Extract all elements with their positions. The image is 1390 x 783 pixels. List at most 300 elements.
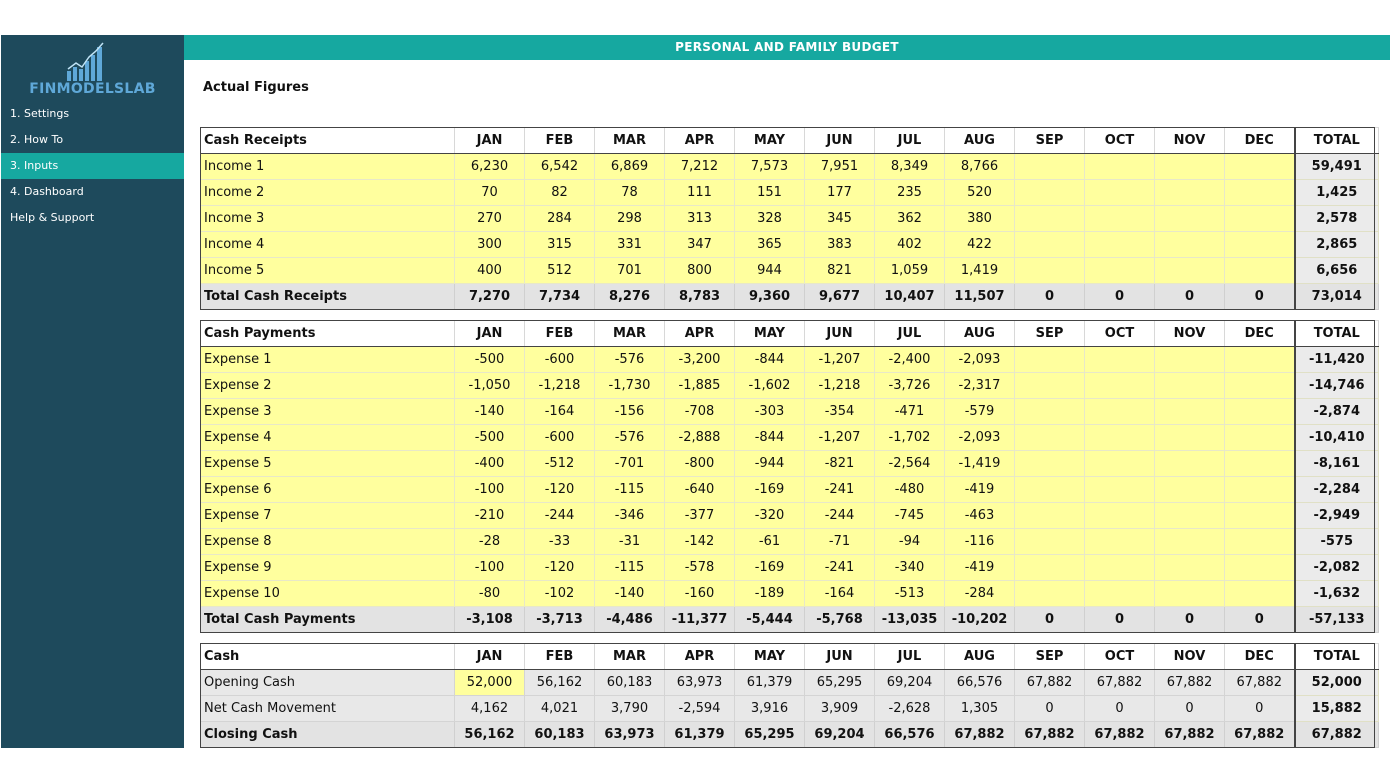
value-cell[interactable]: -500 [455, 347, 525, 373]
finmodelslab-logo[interactable] [1, 39, 184, 99]
value-cell[interactable]: -241 [805, 555, 875, 581]
sidebar-item-4[interactable]: 4. Dashboard [10, 185, 84, 198]
value-cell[interactable]: -354 [805, 399, 875, 425]
value-cell[interactable] [1225, 477, 1295, 503]
row-total: 1,425 [1295, 180, 1379, 206]
value-cell[interactable] [1155, 451, 1225, 477]
page-header: PERSONAL AND FAMILY BUDGET [184, 35, 1390, 60]
value-cell[interactable] [1015, 581, 1085, 607]
value-cell[interactable] [1015, 258, 1085, 284]
month-header-sep: SEP [1015, 644, 1085, 670]
row-total: -2,082 [1295, 555, 1379, 581]
value-cell[interactable]: -210 [455, 503, 525, 529]
value-cell[interactable] [1225, 347, 1295, 373]
value-cell[interactable]: -1,730 [595, 373, 665, 399]
total-header: TOTAL [1295, 321, 1379, 347]
value-cell: 0 [1015, 696, 1085, 722]
value-cell[interactable]: 151 [735, 180, 805, 206]
value-cell[interactable] [1225, 503, 1295, 529]
value-cell[interactable] [1225, 529, 1295, 555]
value-cell[interactable]: 7,951 [805, 154, 875, 180]
total-value-cell: 67,882 [1225, 722, 1295, 748]
value-cell[interactable]: -102 [525, 581, 595, 607]
value-cell[interactable]: -400 [455, 451, 525, 477]
value-cell: -2,594 [665, 696, 735, 722]
total-value-cell: -10,202 [945, 607, 1015, 633]
value-cell[interactable]: -71 [805, 529, 875, 555]
value-cell[interactable] [1085, 503, 1155, 529]
value-cell[interactable]: 6,542 [525, 154, 595, 180]
sidebar-item-3[interactable]: 3. Inputs [1, 153, 184, 179]
total-value-cell: 67,882 [1085, 722, 1155, 748]
month-header-feb: FEB [525, 321, 595, 347]
row-total: -8,161 [1295, 451, 1379, 477]
value-cell[interactable]: -115 [595, 477, 665, 503]
value-cell[interactable] [1085, 180, 1155, 206]
value-cell[interactable]: -419 [945, 555, 1015, 581]
row-total: -2,284 [1295, 477, 1379, 503]
table-row [201, 581, 1379, 607]
month-header-may: MAY [735, 128, 805, 154]
value-cell[interactable]: -844 [735, 347, 805, 373]
value-cell[interactable]: 6,230 [455, 154, 525, 180]
value-cell[interactable]: 1,419 [945, 258, 1015, 284]
value-cell[interactable] [1225, 258, 1295, 284]
value-cell[interactable]: 365 [735, 232, 805, 258]
value-cell[interactable] [1015, 206, 1085, 232]
value-cell[interactable]: -142 [665, 529, 735, 555]
row-label: Expense 9 [201, 555, 455, 581]
total-value-cell: 0 [1085, 284, 1155, 310]
row-label: Expense 4 [201, 425, 455, 451]
month-header-jun: JUN [805, 128, 875, 154]
value-cell[interactable] [1085, 232, 1155, 258]
value-cell[interactable]: -120 [525, 555, 595, 581]
table-row [201, 451, 1379, 477]
value-cell[interactable]: -1,419 [945, 451, 1015, 477]
table-row [201, 206, 1379, 232]
value-cell[interactable] [1155, 258, 1225, 284]
total-value-cell: 8,276 [595, 284, 665, 310]
value-cell[interactable]: -31 [595, 529, 665, 555]
value-cell[interactable]: -94 [875, 529, 945, 555]
value-cell[interactable] [1085, 347, 1155, 373]
value-cell[interactable]: -844 [735, 425, 805, 451]
table-row [201, 258, 1379, 284]
value-cell[interactable] [1155, 529, 1225, 555]
row-label: Expense 8 [201, 529, 455, 555]
value-cell[interactable]: 400 [455, 258, 525, 284]
value-cell: 0 [1225, 696, 1295, 722]
row-total: 6,656 [1295, 258, 1379, 284]
total-row [201, 607, 1379, 633]
row-total: -11,420 [1295, 347, 1379, 373]
value-cell[interactable]: -1,218 [525, 373, 595, 399]
row-label: Income 1 [201, 154, 455, 180]
value-cell[interactable]: -708 [665, 399, 735, 425]
value-cell[interactable]: -160 [665, 581, 735, 607]
month-header-jun: JUN [805, 321, 875, 347]
month-header-aug: AUG [945, 321, 1015, 347]
value-cell[interactable] [1015, 399, 1085, 425]
value-cell[interactable] [1155, 232, 1225, 258]
value-cell[interactable]: -600 [525, 425, 595, 451]
value-cell[interactable]: 315 [525, 232, 595, 258]
row-total: -2,874 [1295, 399, 1379, 425]
month-header-apr: APR [665, 644, 735, 670]
row-label: Income 3 [201, 206, 455, 232]
value-cell[interactable] [1225, 232, 1295, 258]
month-header-dec: DEC [1225, 321, 1295, 347]
value-cell[interactable]: -241 [805, 477, 875, 503]
value-cell[interactable] [1085, 555, 1155, 581]
value-cell[interactable] [1155, 154, 1225, 180]
table-row [201, 399, 1379, 425]
total-value-cell: 67,882 [945, 722, 1015, 748]
cash-table [200, 643, 1379, 748]
value-cell[interactable]: -579 [945, 399, 1015, 425]
value-cell[interactable]: -100 [455, 477, 525, 503]
value-cell[interactable]: -480 [875, 477, 945, 503]
value-cell[interactable]: 362 [875, 206, 945, 232]
value-cell[interactable]: 111 [665, 180, 735, 206]
total-value-cell: 66,576 [875, 722, 945, 748]
total-value-cell: 0 [1085, 607, 1155, 633]
total-value-cell: 61,379 [665, 722, 735, 748]
value-cell: 3,916 [735, 696, 805, 722]
value-cell[interactable]: -745 [875, 503, 945, 529]
value-cell[interactable]: -120 [525, 477, 595, 503]
sidebar [1, 35, 184, 748]
value-cell[interactable]: 313 [665, 206, 735, 232]
section-title: Actual Figures [203, 80, 309, 95]
value-cell[interactable]: -512 [525, 451, 595, 477]
value-cell[interactable] [1085, 581, 1155, 607]
value-cell[interactable]: -164 [525, 399, 595, 425]
value-cell[interactable] [1155, 399, 1225, 425]
value-cell[interactable]: -701 [595, 451, 665, 477]
value-cell[interactable]: -1,602 [735, 373, 805, 399]
value-cell[interactable]: 422 [945, 232, 1015, 258]
logo-text: FINMODELSLAB [29, 81, 156, 97]
row-label: Income 2 [201, 180, 455, 206]
value-cell[interactable]: -156 [595, 399, 665, 425]
payments-title: Cash Payments [201, 321, 455, 347]
cash-receipts-table [200, 127, 1379, 310]
value-cell[interactable]: 235 [875, 180, 945, 206]
value-cell[interactable]: 270 [455, 206, 525, 232]
value-cell[interactable]: -320 [735, 503, 805, 529]
value-cell[interactable] [1085, 258, 1155, 284]
table-row [201, 555, 1379, 581]
month-header-mar: MAR [595, 644, 665, 670]
value-cell[interactable] [1225, 180, 1295, 206]
value-cell[interactable] [1155, 425, 1225, 451]
total-value-cell: 60,183 [525, 722, 595, 748]
value-cell[interactable] [1225, 154, 1295, 180]
value-cell[interactable]: 8,766 [945, 154, 1015, 180]
value-cell[interactable]: -303 [735, 399, 805, 425]
value-cell[interactable] [1155, 373, 1225, 399]
value-cell[interactable]: -2,888 [665, 425, 735, 451]
value-cell[interactable]: -1,218 [805, 373, 875, 399]
month-header-dec: DEC [1225, 644, 1295, 670]
total-value-cell: 0 [1155, 284, 1225, 310]
value-cell[interactable]: -463 [945, 503, 1015, 529]
value-cell: 0 [1155, 696, 1225, 722]
value-cell[interactable]: -140 [455, 399, 525, 425]
value-cell[interactable] [1015, 232, 1085, 258]
value-cell[interactable]: -140 [595, 581, 665, 607]
value-cell[interactable]: -640 [665, 477, 735, 503]
total-row [201, 284, 1379, 310]
value-cell[interactable] [1225, 451, 1295, 477]
total-value-cell: 0 [1015, 284, 1085, 310]
value-cell[interactable]: 345 [805, 206, 875, 232]
value-cell: 67,882 [1015, 670, 1085, 696]
row-label: Expense 10 [201, 581, 455, 607]
value-cell[interactable] [1155, 503, 1225, 529]
value-cell[interactable] [1085, 477, 1155, 503]
value-cell[interactable]: 78 [595, 180, 665, 206]
value-cell[interactable]: -1,050 [455, 373, 525, 399]
month-header-jan: JAN [455, 128, 525, 154]
value-cell[interactable] [1015, 451, 1085, 477]
value-cell[interactable]: 52,000 [455, 670, 525, 696]
total-value-cell: 10,407 [875, 284, 945, 310]
value-cell[interactable]: 300 [455, 232, 525, 258]
value-cell[interactable] [1085, 451, 1155, 477]
value-cell[interactable]: -189 [735, 581, 805, 607]
row-label: Expense 3 [201, 399, 455, 425]
row-total: -2,949 [1295, 503, 1379, 529]
table-row [201, 180, 1379, 206]
value-cell: 66,576 [945, 670, 1015, 696]
value-cell[interactable]: -244 [805, 503, 875, 529]
value-cell[interactable]: -377 [665, 503, 735, 529]
value-cell[interactable]: 402 [875, 232, 945, 258]
value-cell[interactable] [1015, 154, 1085, 180]
value-cell[interactable]: -3,200 [665, 347, 735, 373]
total-value-cell: 9,677 [805, 284, 875, 310]
total-row-label: Total Cash Receipts [201, 284, 455, 310]
value-cell: 67,882 [1085, 670, 1155, 696]
value-cell[interactable] [1225, 555, 1295, 581]
value-cell[interactable] [1085, 206, 1155, 232]
row-label: Opening Cash [201, 670, 455, 696]
chart-logo-icon [65, 41, 109, 83]
value-cell[interactable]: -1,207 [805, 347, 875, 373]
value-cell[interactable]: 298 [595, 206, 665, 232]
value-cell[interactable]: -169 [735, 477, 805, 503]
value-cell[interactable] [1155, 347, 1225, 373]
value-cell: -2,628 [875, 696, 945, 722]
total-value-cell: 0 [1015, 607, 1085, 633]
total-value-cell: 56,162 [455, 722, 525, 748]
value-cell: 69,204 [875, 670, 945, 696]
value-cell[interactable]: -284 [945, 581, 1015, 607]
sidebar-item-5[interactable]: Help & Support [10, 211, 95, 224]
value-cell[interactable] [1155, 477, 1225, 503]
value-cell[interactable]: -115 [595, 555, 665, 581]
value-cell[interactable]: -600 [525, 347, 595, 373]
value-cell: 1,305 [945, 696, 1015, 722]
row-total: -575 [1295, 529, 1379, 555]
value-cell[interactable]: -164 [805, 581, 875, 607]
row-total: -10,410 [1295, 425, 1379, 451]
value-cell[interactable]: 7,212 [665, 154, 735, 180]
total-value-cell: -5,768 [805, 607, 875, 633]
value-cell[interactable] [1225, 373, 1295, 399]
value-cell[interactable]: 520 [945, 180, 1015, 206]
value-cell[interactable]: 701 [595, 258, 665, 284]
value-cell[interactable] [1225, 425, 1295, 451]
value-cell[interactable]: -2,093 [945, 347, 1015, 373]
value-cell[interactable]: -944 [735, 451, 805, 477]
value-cell[interactable]: -500 [455, 425, 525, 451]
value-cell[interactable]: 821 [805, 258, 875, 284]
total-value-cell: 0 [1225, 607, 1295, 633]
value-cell[interactable]: -800 [665, 451, 735, 477]
month-header-oct: OCT [1085, 128, 1155, 154]
value-cell: 60,183 [595, 670, 665, 696]
value-cell[interactable] [1015, 503, 1085, 529]
value-cell[interactable]: 512 [525, 258, 595, 284]
value-cell[interactable]: 82 [525, 180, 595, 206]
month-header-feb: FEB [525, 644, 595, 670]
month-header-aug: AUG [945, 128, 1015, 154]
value-cell[interactable]: 6,869 [595, 154, 665, 180]
value-cell: 4,162 [455, 696, 525, 722]
total-row [201, 722, 1379, 748]
value-cell: 67,882 [1155, 670, 1225, 696]
value-cell[interactable] [1085, 399, 1155, 425]
value-cell[interactable] [1225, 581, 1295, 607]
value-cell[interactable] [1085, 529, 1155, 555]
value-cell[interactable]: -1,207 [805, 425, 875, 451]
value-cell: 3,790 [595, 696, 665, 722]
value-cell[interactable]: -576 [595, 425, 665, 451]
row-label: Expense 2 [201, 373, 455, 399]
value-cell[interactable]: -2,400 [875, 347, 945, 373]
total-value-cell: 69,204 [805, 722, 875, 748]
value-cell[interactable] [1155, 581, 1225, 607]
total-value-cell: 7,270 [455, 284, 525, 310]
total-value-cell: 8,783 [665, 284, 735, 310]
total-value-cell: -13,035 [875, 607, 945, 633]
value-cell[interactable]: -244 [525, 503, 595, 529]
value-cell[interactable]: -340 [875, 555, 945, 581]
value-cell[interactable]: 331 [595, 232, 665, 258]
value-cell[interactable]: -61 [735, 529, 805, 555]
value-cell[interactable]: 328 [735, 206, 805, 232]
value-cell[interactable]: -471 [875, 399, 945, 425]
value-cell[interactable]: 7,573 [735, 154, 805, 180]
sidebar-item-2[interactable]: 2. How To [10, 133, 64, 146]
value-cell[interactable] [1085, 154, 1155, 180]
value-cell[interactable]: -576 [595, 347, 665, 373]
month-header-nov: NOV [1155, 321, 1225, 347]
value-cell[interactable]: -100 [455, 555, 525, 581]
table-row [201, 477, 1379, 503]
total-value-cell: 67,882 [1015, 722, 1085, 748]
table-row [201, 696, 1379, 722]
value-cell[interactable]: -821 [805, 451, 875, 477]
value-cell[interactable]: -116 [945, 529, 1015, 555]
value-cell[interactable]: -33 [525, 529, 595, 555]
value-cell[interactable]: -1,702 [875, 425, 945, 451]
total-row-label: Closing Cash [201, 722, 455, 748]
value-cell[interactable]: -1,885 [665, 373, 735, 399]
month-header-apr: APR [665, 128, 735, 154]
value-cell[interactable] [1085, 425, 1155, 451]
row-total: -1,632 [1295, 581, 1379, 607]
month-header-jul: JUL [875, 321, 945, 347]
cash-payments-table [200, 320, 1379, 633]
value-cell[interactable] [1015, 347, 1085, 373]
value-cell[interactable] [1015, 425, 1085, 451]
value-cell[interactable] [1155, 206, 1225, 232]
grand-total: 73,014 [1295, 284, 1379, 310]
total-header: TOTAL [1295, 128, 1379, 154]
value-cell[interactable]: 284 [525, 206, 595, 232]
value-cell[interactable]: -419 [945, 477, 1015, 503]
value-cell[interactable]: 8,349 [875, 154, 945, 180]
value-cell[interactable] [1225, 399, 1295, 425]
value-cell[interactable]: 347 [665, 232, 735, 258]
sidebar-item-1[interactable]: 1. Settings [10, 107, 70, 120]
value-cell[interactable]: 383 [805, 232, 875, 258]
row-total: 2,578 [1295, 206, 1379, 232]
table-row [201, 529, 1379, 555]
value-cell[interactable]: 1,059 [875, 258, 945, 284]
value-cell[interactable]: -28 [455, 529, 525, 555]
row-label: Income 4 [201, 232, 455, 258]
value-cell[interactable] [1015, 555, 1085, 581]
month-header-jan: JAN [455, 321, 525, 347]
value-cell[interactable] [1015, 180, 1085, 206]
value-cell[interactable]: -346 [595, 503, 665, 529]
value-cell: 56,162 [525, 670, 595, 696]
value-cell[interactable]: -2,093 [945, 425, 1015, 451]
value-cell[interactable]: 380 [945, 206, 1015, 232]
value-cell[interactable]: -513 [875, 581, 945, 607]
grand-total: -57,133 [1295, 607, 1379, 633]
total-row-label: Total Cash Payments [201, 607, 455, 633]
value-cell: 3,909 [805, 696, 875, 722]
value-cell[interactable] [1015, 373, 1085, 399]
value-cell[interactable] [1225, 206, 1295, 232]
value-cell[interactable] [1085, 373, 1155, 399]
value-cell[interactable]: 800 [665, 258, 735, 284]
value-cell[interactable]: 70 [455, 180, 525, 206]
value-cell[interactable]: 177 [805, 180, 875, 206]
value-cell[interactable] [1155, 180, 1225, 206]
value-cell[interactable]: -3,726 [875, 373, 945, 399]
receipts-title: Cash Receipts [201, 128, 455, 154]
row-label: Net Cash Movement [201, 696, 455, 722]
row-label: Expense 5 [201, 451, 455, 477]
value-cell[interactable]: 944 [735, 258, 805, 284]
value-cell[interactable] [1015, 529, 1085, 555]
value-cell[interactable] [1015, 477, 1085, 503]
value-cell[interactable]: -2,317 [945, 373, 1015, 399]
value-cell[interactable]: -578 [665, 555, 735, 581]
value-cell[interactable]: -169 [735, 555, 805, 581]
value-cell[interactable] [1155, 555, 1225, 581]
value-cell[interactable]: -2,564 [875, 451, 945, 477]
value-cell[interactable]: -80 [455, 581, 525, 607]
